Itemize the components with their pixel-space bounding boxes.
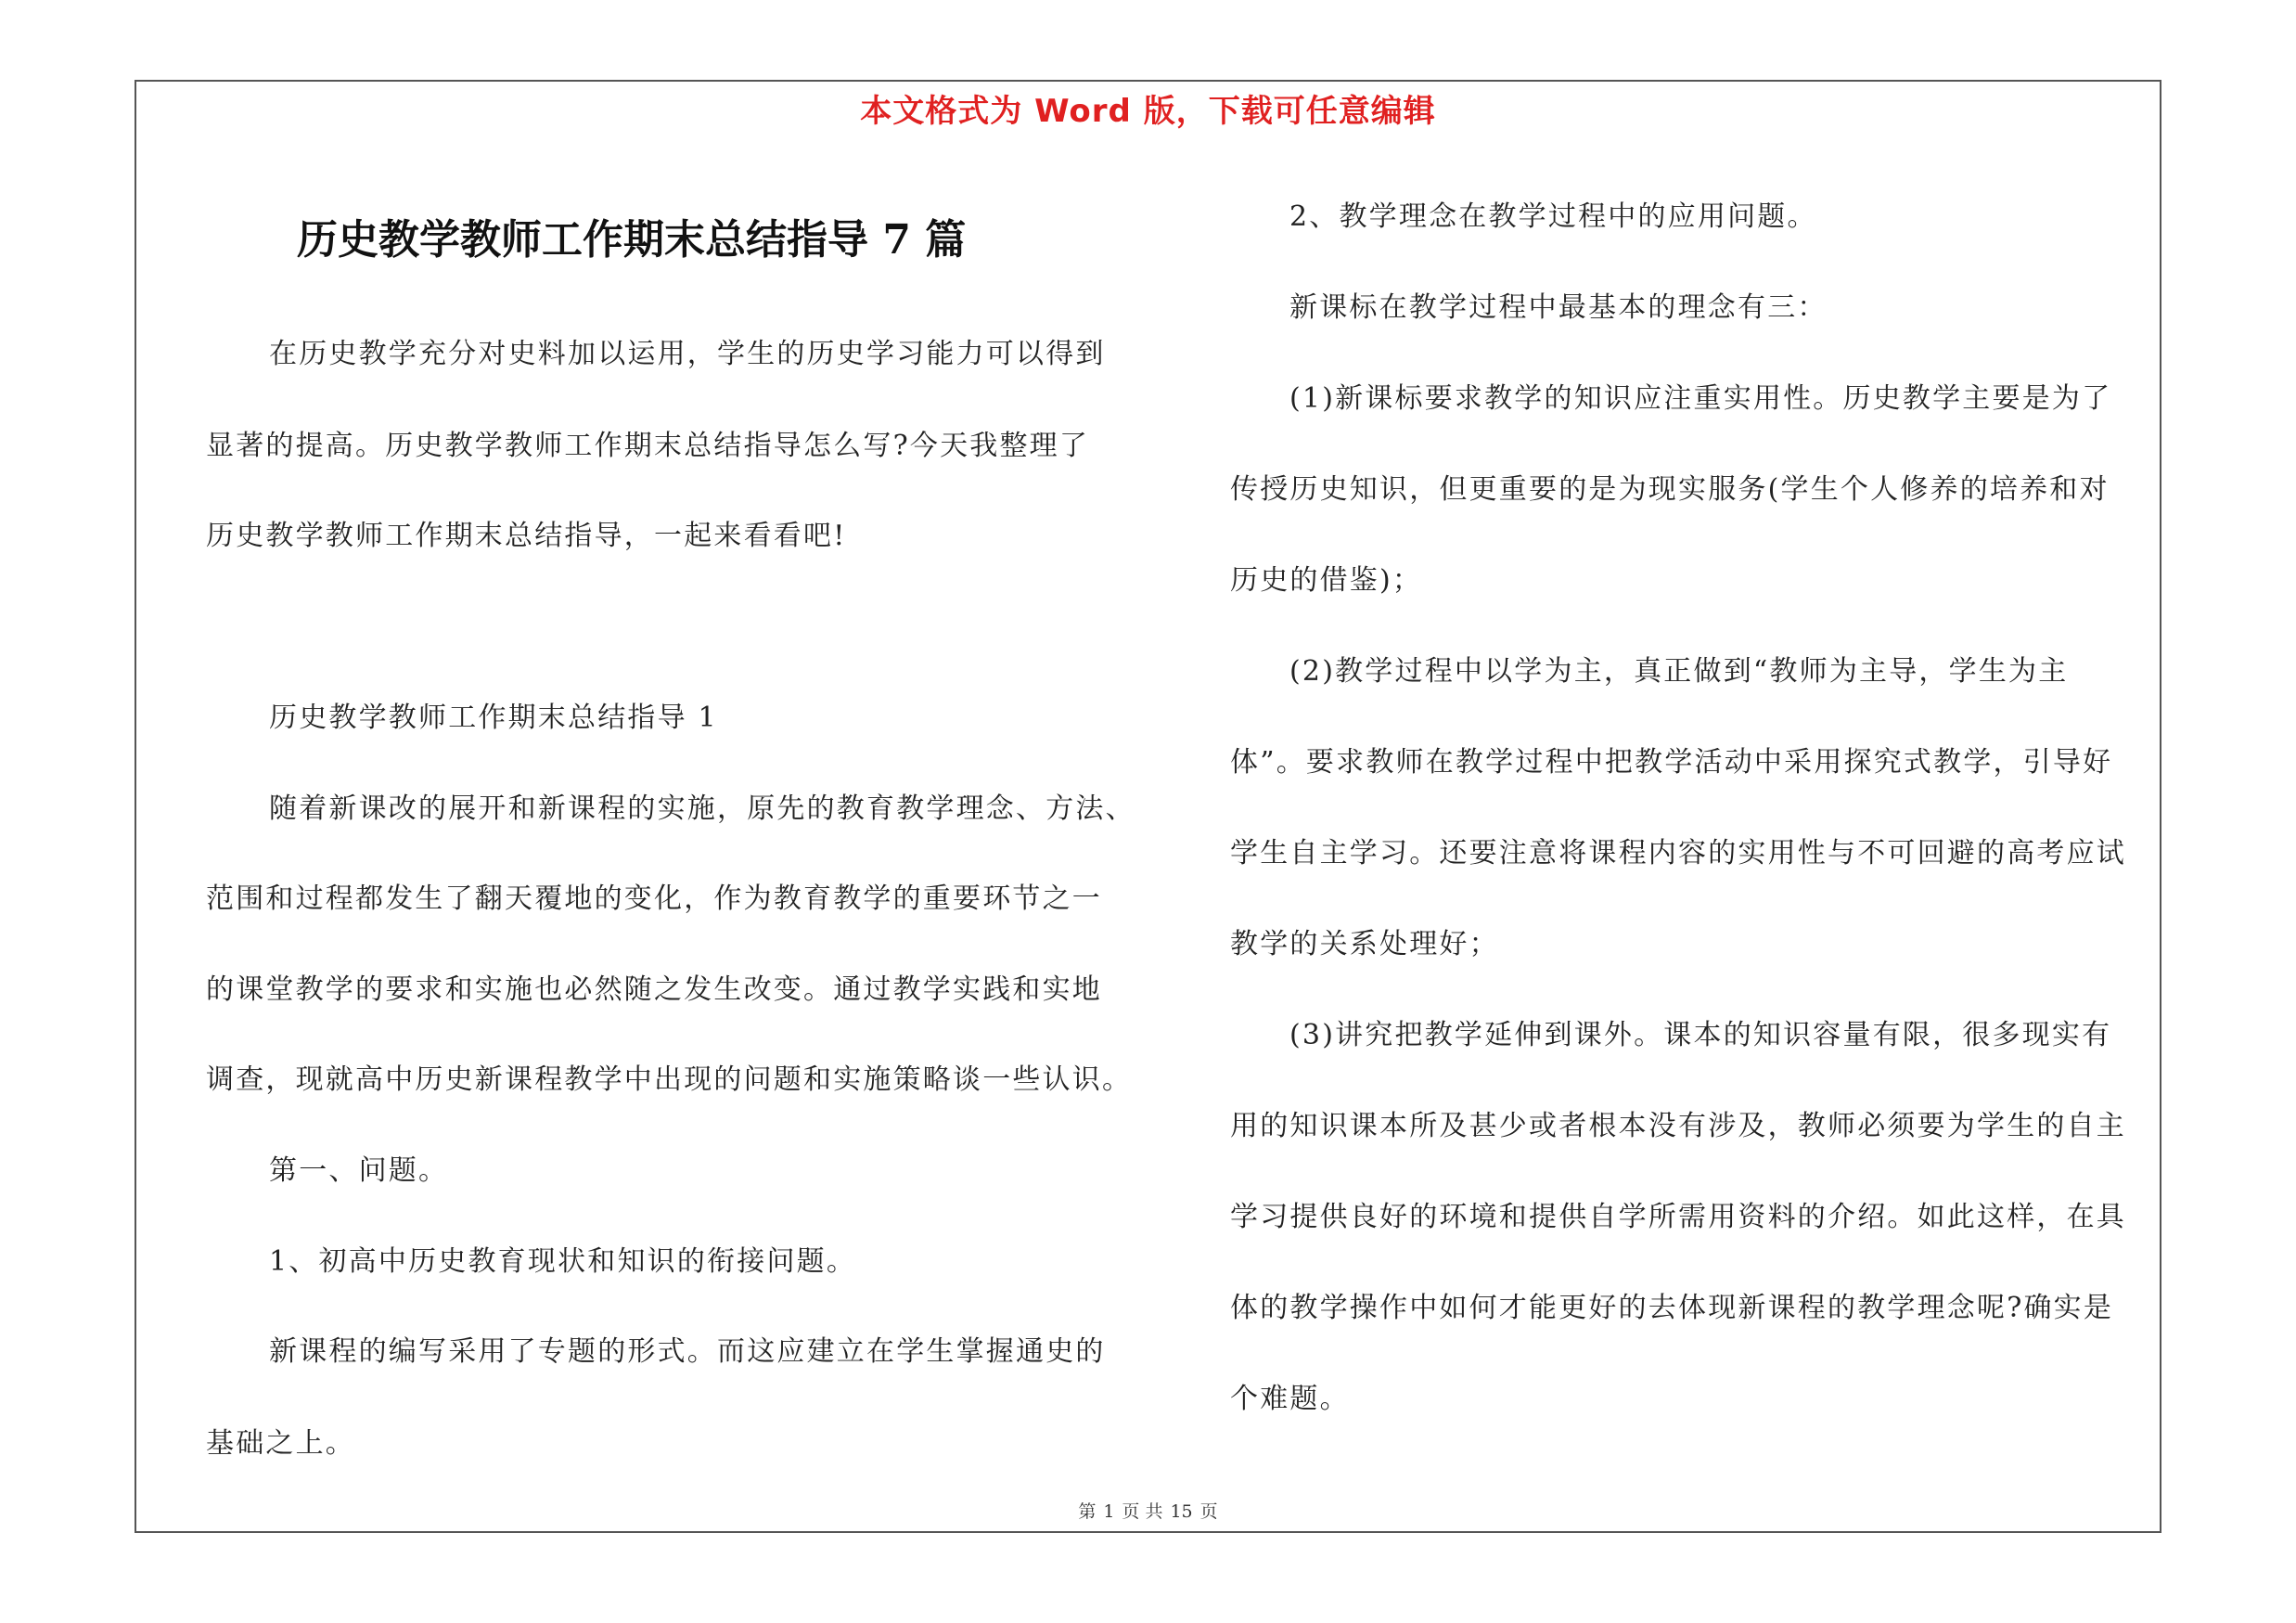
footer-prefix: 第 bbox=[1078, 1501, 1097, 1522]
current-page-number: 1 bbox=[1103, 1501, 1115, 1522]
paragraph-line: 调查，现就高中历史新课程教学中出现的问题和实施策略谈一些认识。 bbox=[206, 1063, 1133, 1096]
paragraph-line: 体”。要求教师在教学过程中把教学活动中采用探究式教学，引导好 bbox=[1230, 746, 2113, 779]
paragraph-line: 历史教学教师工作期末总结指导，一起来看看吧! bbox=[206, 520, 847, 552]
paragraph-line: 的课堂教学的要求和实施也必然随之发生改变。通过教学实践和实地 bbox=[206, 973, 1102, 1006]
paragraph-line: 在历史教学充分对史料加以运用，学生的历史学习能力可以得到 bbox=[269, 338, 1106, 370]
section-heading: 历史教学教师工作期末总结指导 1 bbox=[269, 702, 718, 734]
paragraph-line: 随着新课改的展开和新课程的实施，原先的教育教学理念、方法、 bbox=[269, 792, 1135, 825]
footer-mid: 页 共 bbox=[1122, 1501, 1163, 1522]
paragraph-line: 学习提供良好的环境和提供自学所需用资料的介绍。如此这样，在具 bbox=[1230, 1201, 2126, 1233]
paragraph-line: 传授历史知识，但更重要的是为现实服务(学生个人修养的培养和对 bbox=[1230, 473, 2110, 506]
paragraph-line: 教学的关系处理好； bbox=[1230, 928, 1499, 960]
format-notice-banner: 本文格式为 Word 版，下载可任意编辑 bbox=[860, 93, 1436, 130]
paragraph-line: 新课标在教学过程中最基本的理念有三： bbox=[1289, 291, 1828, 324]
paragraph-line: 新课程的编写采用了专题的形式。而这应建立在学生掌握通史的 bbox=[269, 1335, 1106, 1368]
document-title: 历史教学教师工作期末总结指导 7 篇 bbox=[297, 216, 967, 264]
paragraph-line: 基础之上。 bbox=[206, 1427, 355, 1460]
paragraph-line: 个难题。 bbox=[1230, 1383, 1350, 1415]
paragraph-line: 1、初高中历史教育现状和知识的衔接问题。 bbox=[269, 1245, 857, 1278]
paragraph-line: 历史的借鉴)； bbox=[1230, 564, 1423, 597]
paragraph-line: 学生自主学习。还要注意将课程内容的实用性与不可回避的高考应试 bbox=[1230, 837, 2126, 869]
paragraph-line: 显著的提高。历史教学教师工作期末总结指导怎么写?今天我整理了 bbox=[206, 430, 1090, 462]
page-number-footer bbox=[0, 1498, 2296, 1523]
paragraph-line: 用的知识课本所及甚少或者根本没有涉及，教师必须要为学生的自主 bbox=[1230, 1110, 2126, 1142]
footer-suffix: 页 bbox=[1199, 1501, 1218, 1522]
paragraph-line: 第一、问题。 bbox=[269, 1154, 449, 1187]
paragraph-line: 范围和过程都发生了翻天覆地的变化，作为教育教学的重要环节之一 bbox=[206, 882, 1102, 915]
paragraph-line: 2、教学理念在教学过程中的应用问题。 bbox=[1289, 200, 1817, 233]
total-page-count: 15 bbox=[1170, 1501, 1193, 1522]
paragraph-line: 体的教学操作中如何才能更好的去体现新课程的教学理念呢?确实是 bbox=[1230, 1292, 2114, 1324]
paragraph-line: (2)教学过程中以学为主，真正做到“教师为主导，学生为主 bbox=[1289, 655, 2069, 688]
paragraph-line: (1)新课标要求教学的知识应注重实用性。历史教学主要是为了 bbox=[1289, 382, 2112, 415]
paragraph-line: (3)讲究把教学延伸到课外。课本的知识容量有限，很多现实有 bbox=[1289, 1019, 2112, 1051]
